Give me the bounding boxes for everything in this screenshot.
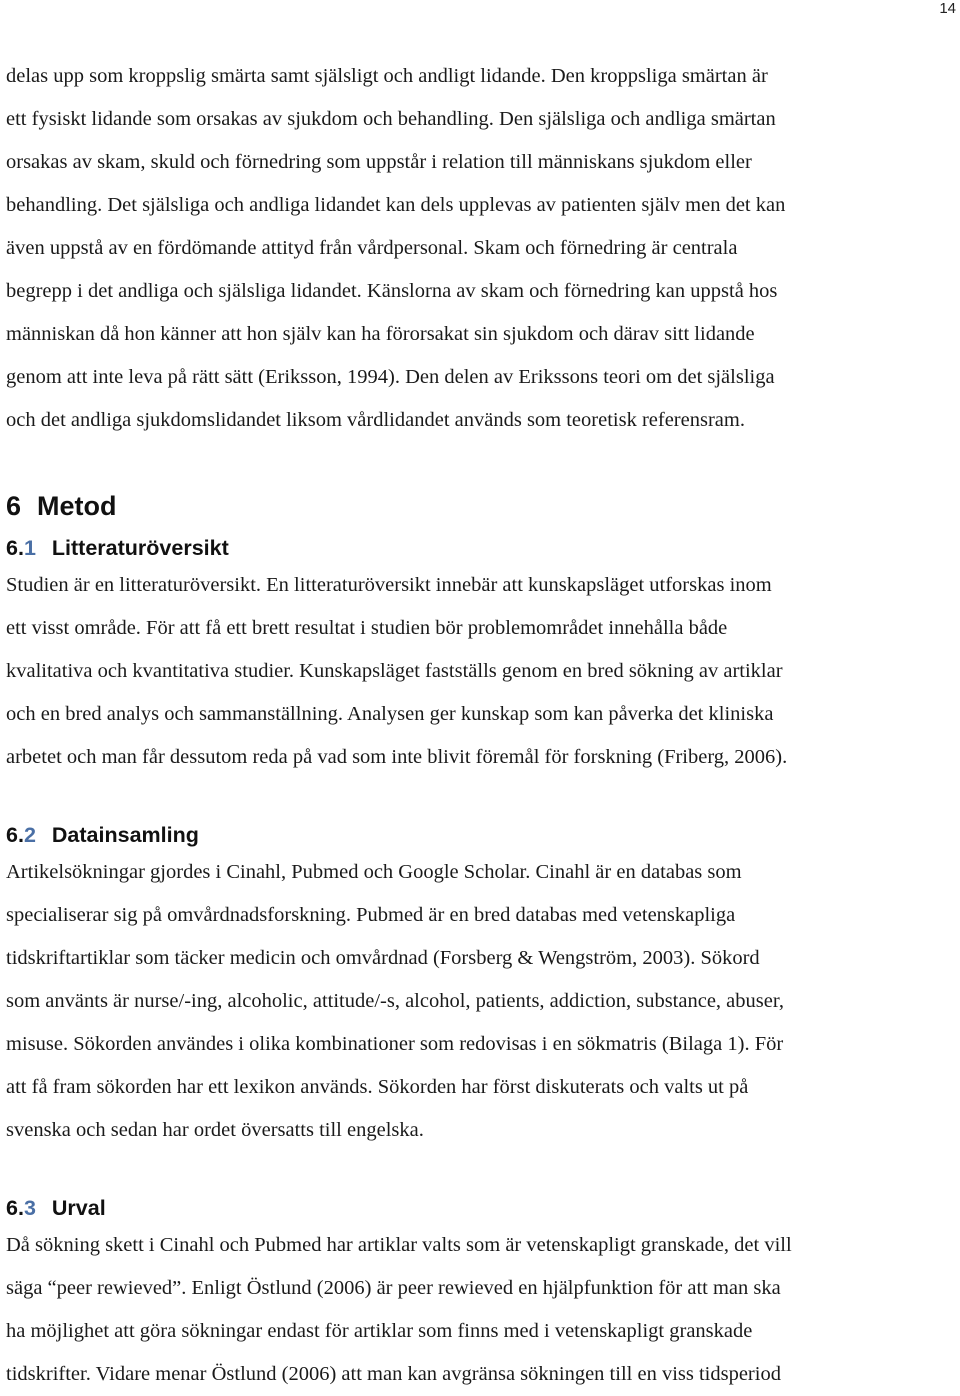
text-line: som använts är nurse/-ing, alcoholic, attitude/-s, alcohol, patients, addiction, substance, abuser, bbox=[6, 990, 784, 1012]
section-title: Datainsamling bbox=[51, 823, 199, 847]
text-line: kvalitativa och kvantitativa studier. Kunskapsläget fastställs genom en bred sökning av artiklar bbox=[6, 660, 783, 682]
section-heading-datainsamling bbox=[6, 819, 956, 851]
text-line: ett fysiskt lidande som orsakas av sjukdom och behandling. Den själsliga och andliga smärtan bbox=[6, 108, 776, 130]
section-heading-litteraturoversikt bbox=[6, 532, 956, 564]
chapter-number: 6 bbox=[6, 491, 22, 521]
text-line: tidskriftartiklar som täcker medicin och omvårdnad (Forsberg & Wengström, 2003). Sökord bbox=[6, 947, 760, 969]
text-line: ha möjlighet att göra sökningar endast för artiklar som finns med i vetenskapligt granskade bbox=[6, 1320, 753, 1342]
text-line: behandling. Det själsliga och andliga lidandet kan dels upplevas av patienten själv men det kan bbox=[6, 194, 786, 216]
text-line: och en bred analys och sammanställning. Analysen ger kunskap som kan påverka det kliniska bbox=[6, 703, 774, 725]
section-title: Urval bbox=[51, 1196, 106, 1220]
section-subnumber: 3 bbox=[23, 1196, 36, 1220]
chapter-heading bbox=[6, 486, 956, 526]
text-line: tidskrifter. Vidare menar Östlund (2006) att man kan avgränsa sökningen till en viss tidsperiod bbox=[6, 1363, 781, 1385]
text-line: ett visst område. För att få ett brett resultat i studien bör problemområdet innehålla både bbox=[6, 617, 728, 639]
section-number: 6. bbox=[6, 823, 24, 847]
text-line: begrepp i det andliga och själsliga lidandet. Känslorna av skam och förnedring kan uppstå hos bbox=[6, 280, 778, 302]
section-subnumber: 1 bbox=[23, 536, 36, 560]
text-line: Artikelsökningar gjordes i Cinahl, Pubmed och Google Scholar. Cinahl är en databas som bbox=[6, 861, 742, 883]
intro-paragraph bbox=[6, 55, 956, 442]
section-heading-urval bbox=[6, 1192, 956, 1224]
text-line: och det andliga sjukdomslidandet liksom vårdlidandet används som teoretisk referensram. bbox=[6, 409, 745, 431]
section-paragraph-litteraturoversikt bbox=[6, 564, 956, 779]
section-number: 6. bbox=[6, 536, 24, 560]
text-line: genom att inte leva på rätt sätt (Eriksson, 1994). Den delen av Erikssons teori om det själsliga bbox=[6, 366, 775, 388]
text-line: arbetet och man får dessutom reda på vad som inte blivit föremål för forskning (Friberg, 2006). bbox=[6, 746, 788, 768]
section-paragraph-urval bbox=[6, 1224, 956, 1396]
section-subnumber: 2 bbox=[23, 823, 36, 847]
chapter-title: Metod bbox=[37, 491, 117, 521]
page-number: 14 bbox=[939, 0, 956, 17]
text-line: säga “peer rewieved”. Enligt Östlund (2006) är peer rewieved en hjälpfunktion för att man ska bbox=[6, 1277, 781, 1299]
section-paragraph-datainsamling bbox=[6, 851, 956, 1152]
text-line: specialiserar sig på omvårdnadsforskning. Pubmed är en bred databas med vetenskapliga bbox=[6, 904, 736, 926]
text-line: orsakas av skam, skuld och förnedring som uppstår i relation till människans sjukdom eller bbox=[6, 151, 752, 173]
text-line: människan då hon känner att hon själv kan ha förorsakat sin sjukdom och därav sitt lidande bbox=[6, 323, 755, 345]
text-line: delas upp som kroppslig smärta samt själsligt och andligt lidande. Den kroppsliga smärtan är bbox=[6, 65, 768, 87]
text-line: misuse. Sökorden användes i olika kombinationer som redovisas i en sökmatris (Bilaga 1). För bbox=[6, 1033, 784, 1055]
text-line: att få fram sökorden har ett lexikon används. Sökorden har först diskuterats och valts ut på bbox=[6, 1076, 749, 1098]
document-body bbox=[6, 55, 956, 1396]
text-line: svenska och sedan har ordet översatts till engelska. bbox=[6, 1119, 424, 1141]
section-title: Litteraturöversikt bbox=[51, 536, 229, 560]
text-line: Då sökning skett i Cinahl och Pubmed har artiklar valts som är vetenskapligt granskade, det vill bbox=[6, 1234, 792, 1256]
text-line: även uppstå av en fördömande attityd från vårdpersonal. Skam och förnedring är centrala bbox=[6, 237, 738, 259]
text-line: Studien är en litteraturöversikt. En litteraturöversikt innebär att kunskapsläget utforskas inom bbox=[6, 574, 772, 596]
section-number: 6. bbox=[6, 1196, 24, 1220]
